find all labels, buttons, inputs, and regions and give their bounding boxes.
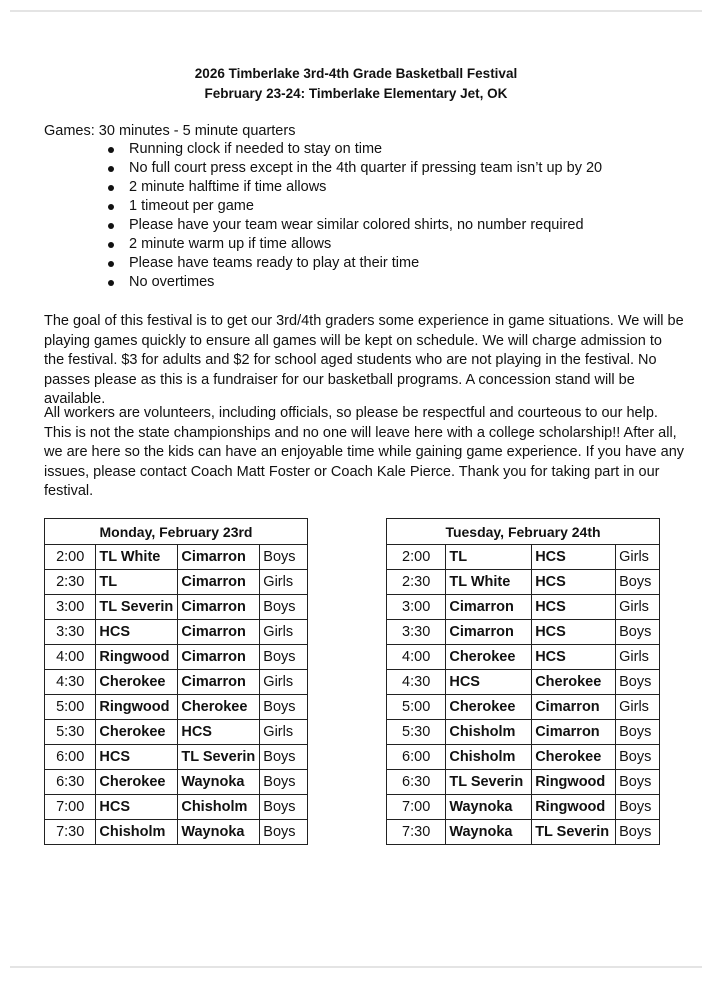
game-time: 7:00	[45, 795, 96, 820]
division: Boys	[616, 720, 660, 745]
game-time: 2:30	[387, 570, 446, 595]
division: Boys	[616, 570, 660, 595]
home-team: Chisholm	[446, 720, 532, 745]
game-time: 3:30	[387, 620, 446, 645]
home-team: Waynoka	[446, 820, 532, 845]
home-team: TL Severin	[96, 595, 178, 620]
away-team: Waynoka	[178, 820, 260, 845]
division: Girls	[616, 695, 660, 720]
rule-text: Please have your team wear similar colored shirts, no number required	[129, 217, 584, 233]
division: Girls	[260, 720, 308, 745]
game-row	[387, 695, 660, 720]
away-team: Cimarron	[178, 670, 260, 695]
game-time: 7:30	[45, 820, 96, 845]
rule-text: Please have teams ready to play at their time	[129, 255, 420, 271]
game-row	[45, 570, 308, 595]
game-row	[45, 745, 308, 770]
rule-item	[105, 254, 602, 273]
away-team: Ringwood	[532, 770, 616, 795]
rule-item	[105, 159, 602, 178]
home-team: TL	[96, 570, 178, 595]
game-time: 4:30	[387, 670, 446, 695]
home-team: TL White	[446, 570, 532, 595]
home-team: HCS	[96, 795, 178, 820]
away-team: Cimarron	[178, 595, 260, 620]
away-team: HCS	[178, 720, 260, 745]
game-time: 7:00	[387, 795, 446, 820]
tuesday-schedule-table	[386, 518, 660, 845]
game-time: 2:00	[45, 545, 96, 570]
scan-edge-top	[10, 10, 702, 12]
home-team: Waynoka	[446, 795, 532, 820]
schedule-body	[387, 545, 660, 845]
game-row	[387, 770, 660, 795]
away-team: Ringwood	[532, 795, 616, 820]
game-row	[387, 620, 660, 645]
home-team: Cherokee	[96, 720, 178, 745]
game-time: 3:00	[45, 595, 96, 620]
away-team: Chisholm	[178, 795, 260, 820]
rule-text: 1 timeout per game	[129, 198, 254, 214]
home-team: HCS	[96, 745, 178, 770]
rule-text: 2 minute halftime if time allows	[129, 179, 327, 195]
division: Boys	[616, 670, 660, 695]
game-row	[45, 670, 308, 695]
home-team: TL Severin	[446, 770, 532, 795]
game-time: 7:30	[387, 820, 446, 845]
home-team: Ringwood	[96, 695, 178, 720]
schedule-day-header: Monday, February 23rd	[45, 519, 308, 545]
game-row	[387, 670, 660, 695]
rule-item	[105, 216, 602, 235]
division: Girls	[260, 570, 308, 595]
division: Boys	[260, 770, 308, 795]
away-team: Cimarron	[178, 545, 260, 570]
away-team: Cherokee	[532, 670, 616, 695]
game-time: 6:00	[45, 745, 96, 770]
game-row	[45, 770, 308, 795]
game-row	[45, 820, 308, 845]
game-row	[387, 820, 660, 845]
scan-edge-bottom	[10, 966, 702, 968]
game-row	[45, 645, 308, 670]
away-team: TL Severin	[178, 745, 260, 770]
game-time: 5:30	[387, 720, 446, 745]
game-time: 4:00	[387, 645, 446, 670]
away-team: Cimarron	[178, 645, 260, 670]
rules-list	[105, 140, 602, 292]
division: Boys	[260, 545, 308, 570]
bullet-icon	[108, 147, 114, 153]
home-team: Cherokee	[446, 695, 532, 720]
game-time: 2:30	[45, 570, 96, 595]
game-row	[387, 720, 660, 745]
rule-text: 2 minute warm up if time allows	[129, 236, 332, 252]
division: Boys	[260, 820, 308, 845]
away-team: TL Severin	[532, 820, 616, 845]
game-time: 4:30	[45, 670, 96, 695]
game-row	[45, 595, 308, 620]
rule-item	[105, 235, 602, 254]
home-team: Cherokee	[96, 670, 178, 695]
division: Boys	[616, 820, 660, 845]
rule-item	[105, 178, 602, 197]
away-team: Cherokee	[178, 695, 260, 720]
game-row	[45, 545, 308, 570]
division: Girls	[260, 670, 308, 695]
game-time: 6:30	[387, 770, 446, 795]
game-row	[387, 645, 660, 670]
workers-paragraph: All workers are volunteers, including officials, so please be respectful and courteous to our help. This is not the state championships and no one will leave here with a college scholarship!! After all, we are here so the kids can have an enjoyable time while gaining game experience. If you have any issues, please contact Coach Matt Foster or Coach Kale Pierce. Thank you for taking part in our festival.	[44, 405, 685, 499]
game-time: 4:00	[45, 645, 96, 670]
game-time: 2:00	[387, 545, 446, 570]
division: Boys	[616, 770, 660, 795]
bullet-icon	[108, 185, 114, 191]
game-time: 5:00	[387, 695, 446, 720]
division: Boys	[260, 595, 308, 620]
game-time: 3:30	[45, 620, 96, 645]
division: Boys	[616, 745, 660, 770]
division: Boys	[260, 695, 308, 720]
away-team: HCS	[532, 570, 616, 595]
schedule-body	[45, 545, 308, 845]
monday-schedule-table	[44, 518, 308, 845]
game-row	[45, 620, 308, 645]
rule-item	[105, 273, 602, 292]
game-row	[387, 570, 660, 595]
away-team: Cimarron	[532, 720, 616, 745]
game-row	[387, 595, 660, 620]
bullet-icon	[108, 261, 114, 267]
division: Boys	[616, 795, 660, 820]
rule-item	[105, 140, 602, 159]
division: Boys	[616, 620, 660, 645]
rule-text: No full court press except in the 4th quarter if pressing team isn’t up by 20	[129, 160, 603, 176]
division: Boys	[260, 645, 308, 670]
division: Boys	[260, 745, 308, 770]
game-time: 6:00	[387, 745, 446, 770]
document-title: 2026 Timberlake 3rd-4th Grade Basketball Festival	[194, 66, 518, 81]
game-time: 3:00	[387, 595, 446, 620]
games-intro: Games: 30 minutes - 5 minute quarters	[44, 123, 296, 139]
away-team: HCS	[532, 620, 616, 645]
home-team: HCS	[96, 620, 178, 645]
home-team: Ringwood	[96, 645, 178, 670]
division: Girls	[616, 645, 660, 670]
away-team: HCS	[532, 595, 616, 620]
away-team: Cimarron	[532, 695, 616, 720]
home-team: Cherokee	[96, 770, 178, 795]
bullet-icon	[108, 242, 114, 248]
division: Girls	[616, 595, 660, 620]
division: Girls	[616, 545, 660, 570]
game-time: 6:30	[45, 770, 96, 795]
home-team: Cherokee	[446, 645, 532, 670]
schedule-day-header: Tuesday, February 24th	[387, 519, 660, 545]
rule-text: Running clock if needed to stay on time	[129, 141, 383, 157]
rule-item	[105, 197, 602, 216]
home-team: HCS	[446, 670, 532, 695]
away-team: Cimarron	[178, 620, 260, 645]
bullet-icon	[108, 280, 114, 286]
game-row	[387, 745, 660, 770]
game-time: 5:30	[45, 720, 96, 745]
home-team: Cimarron	[446, 620, 532, 645]
home-team: Chisholm	[446, 745, 532, 770]
away-team: HCS	[532, 645, 616, 670]
bullet-icon	[108, 223, 114, 229]
game-row	[45, 695, 308, 720]
bullet-icon	[108, 204, 114, 210]
document-subtitle: February 23-24: Timberlake Elementary Jet, OK	[204, 86, 508, 101]
away-team: Waynoka	[178, 770, 260, 795]
away-team: HCS	[532, 545, 616, 570]
home-team: Cimarron	[446, 595, 532, 620]
game-time: 5:00	[45, 695, 96, 720]
home-team: Chisholm	[96, 820, 178, 845]
game-row	[387, 545, 660, 570]
away-team: Cimarron	[178, 570, 260, 595]
home-team: TL	[446, 545, 532, 570]
away-team: Cherokee	[532, 745, 616, 770]
game-row	[45, 795, 308, 820]
home-team: TL White	[96, 545, 178, 570]
rule-text: No overtimes	[129, 274, 215, 290]
game-row	[387, 795, 660, 820]
division: Girls	[260, 620, 308, 645]
game-row	[45, 720, 308, 745]
division: Boys	[260, 795, 308, 820]
bullet-icon	[108, 166, 114, 172]
festival-goal-paragraph: The goal of this festival is to get our 3rd/4th graders some experience in game situations. We will be playing games quickly to ensure all games will be kept on schedule. We will charge admission to the festival. $3 for adults and $2 for school aged students who are not playing in the festival. No passes please as this is a fundraiser for our basketball programs. A concession stand will be available.	[44, 313, 684, 407]
